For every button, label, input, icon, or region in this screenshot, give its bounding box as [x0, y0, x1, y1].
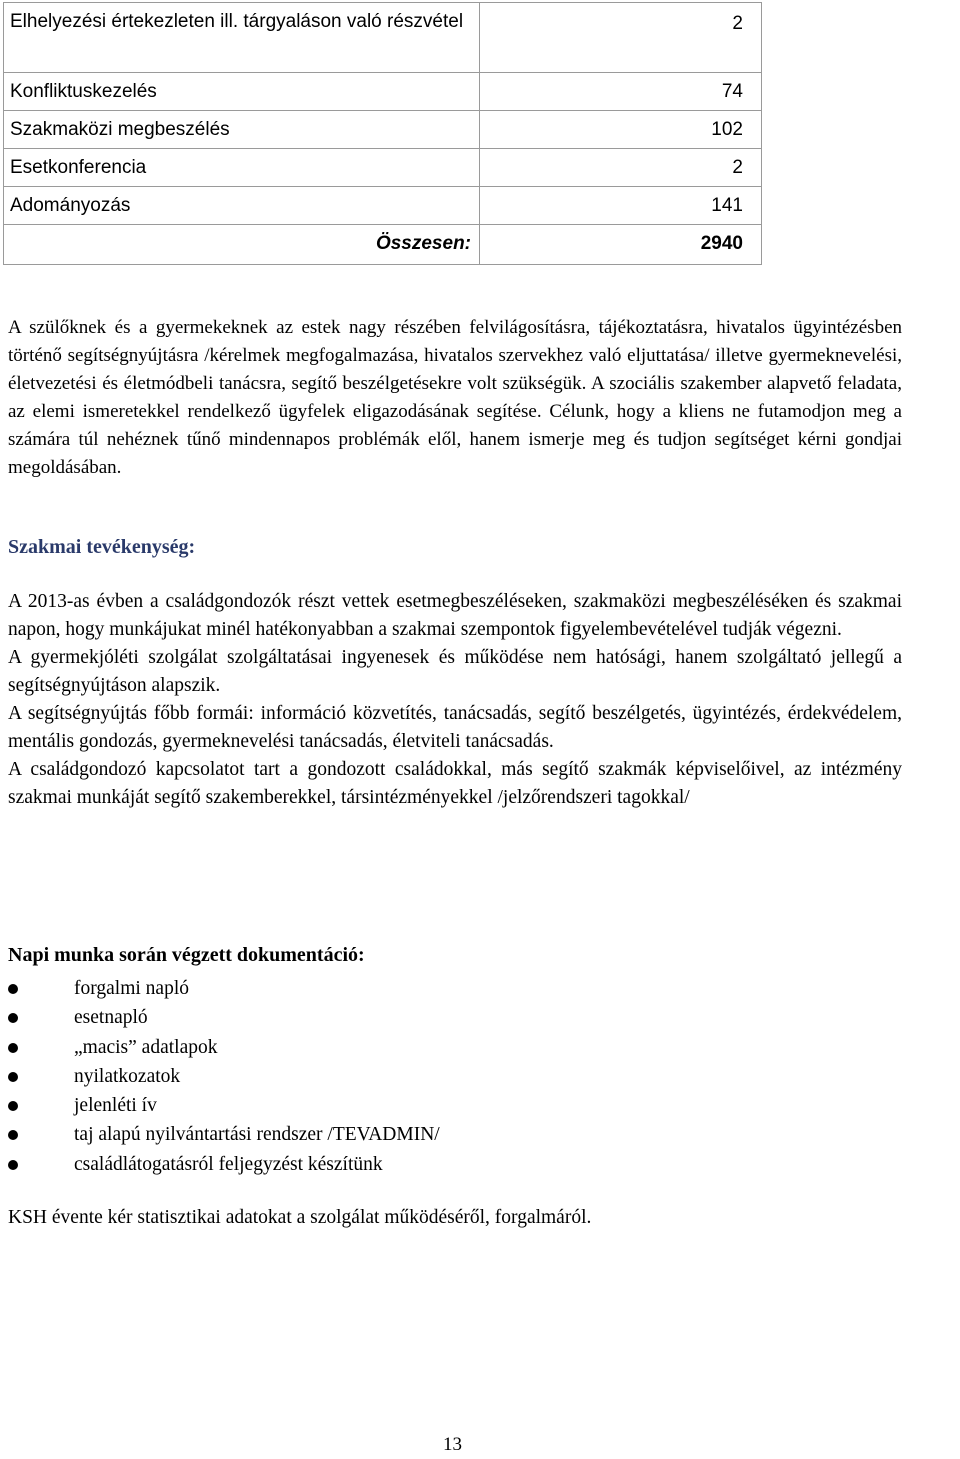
table-cell-value: 2 [480, 149, 762, 187]
paragraph: A 2013-as évben a családgondozók részt vettek esetmegbeszéléseken, szakmaközi megbeszéléséken és szakmai napon, hogy munkájukat minél hatékonyabban a szakmai szempontok figyelembevételével tudják végezni. [8, 591, 902, 640]
bullet-icon [8, 1160, 18, 1170]
documentation-list [8, 974, 440, 1179]
list-item [8, 1062, 440, 1091]
page-number: 13 [443, 1434, 462, 1455]
list-item-text: forgalmi napló [74, 978, 189, 999]
table-total-row [4, 225, 762, 265]
list-item-text: taj alapú nyilvántartási rendszer /TEVADMIN/ [74, 1124, 440, 1146]
paragraph: A gyermekjóléti szolgálat szolgáltatásai ingyenesek és működése nem hatósági, hanem szolgáltató jellegű a segítségnyújtáson alapszik. [8, 647, 902, 696]
table-row [4, 3, 762, 73]
intro-paragraph [8, 314, 902, 482]
list-item [8, 1150, 440, 1179]
table-cell-label: Adományozás [4, 187, 480, 225]
list-item [8, 1033, 440, 1062]
list-item-text: nyilatkozatok [74, 1065, 181, 1087]
table-cell-value: 141 [480, 187, 762, 225]
list-item [8, 1091, 440, 1120]
paragraph: A segítségnyújtás főbb formái: információ közvetítés, tanácsadás, segítő beszélgetés, ügyintézés, érdekvédelem, mentális gondozás, gyermeknevelési tanácsadás, életviteli tanácsadás. [8, 703, 902, 752]
table-cell-value: 74 [480, 73, 762, 111]
professional-activity-heading: Szakmai tevékenység: [8, 536, 196, 558]
ksh-note: KSH évente kér statisztikai adatokat a szolgálat működéséről, forgalmáról. [8, 1207, 592, 1228]
list-item-text: „macis” adatlapok [74, 1036, 218, 1058]
statistics-table [3, 2, 762, 265]
list-item [8, 1120, 440, 1149]
table-row [4, 73, 762, 111]
list-item-text: jelenléti ív [74, 1095, 157, 1117]
list-item [8, 974, 440, 1003]
bullet-icon [8, 1130, 18, 1140]
bullet-icon [8, 1072, 18, 1082]
table-row [4, 149, 762, 187]
intro-paragraph-text: A szülőknek és a gyermekeknek az estek nagy részében felvilágosításra, tájékoztatásra, hivatalos ügyintézésben történő segítségnyújtásra /kérelmek megfogalmazása, hivatalos szervekhez való eljuttatása/ illetve gyermeknevelési, életvezetési és életmódbeli tanácsra, segítő beszélgetésekre volt szükségük. A szociális szakember alapvető feladata, az elemi ismeretekkel rendelkező ügyfelek eligazodásának segítése. Célunk, hogy a kliens ne futamodjon meg a számára túl nehéznek tűnő mindennapos problémák elől, hanem ismerje meg és tudjon segítséget kérni gondjai megoldásában. [8, 317, 902, 478]
table-cell-label: Szakmaközi megbeszélés [4, 111, 480, 149]
table-cell-label: Esetkonferencia [4, 149, 480, 187]
table-cell-label: Konfliktuskezelés [4, 73, 480, 111]
list-item [8, 1003, 440, 1032]
table-cell-value: 2 [480, 3, 762, 73]
bullet-icon [8, 1101, 18, 1111]
table-cell-value: 102 [480, 111, 762, 149]
table-row [4, 187, 762, 225]
total-label: Összesen: [4, 225, 480, 265]
bullet-icon [8, 984, 18, 994]
table-cell-label: Elhelyezési értekezleten ill. tárgyaláson való részvétel [4, 3, 480, 73]
bullet-icon [8, 1013, 18, 1023]
list-item-text: esetnapló [74, 1007, 148, 1029]
documentation-heading: Napi munka során végzett dokumentáció: [8, 944, 365, 966]
paragraph: A családgondozó kapcsolatot tart a gondozott családokkal, más segítő szakmák képviselőivel, az intézmény szakmai munkáját segítő szakemberekkel, társintézményekkel /jelzőrendszeri tagokkal/ [8, 759, 902, 808]
total-value: 2940 [480, 225, 762, 265]
bullet-icon [8, 1043, 18, 1053]
professional-activity-body [8, 588, 902, 812]
list-item-text: családlátogatásról feljegyzést készítünk [74, 1153, 383, 1175]
table-row [4, 111, 762, 149]
